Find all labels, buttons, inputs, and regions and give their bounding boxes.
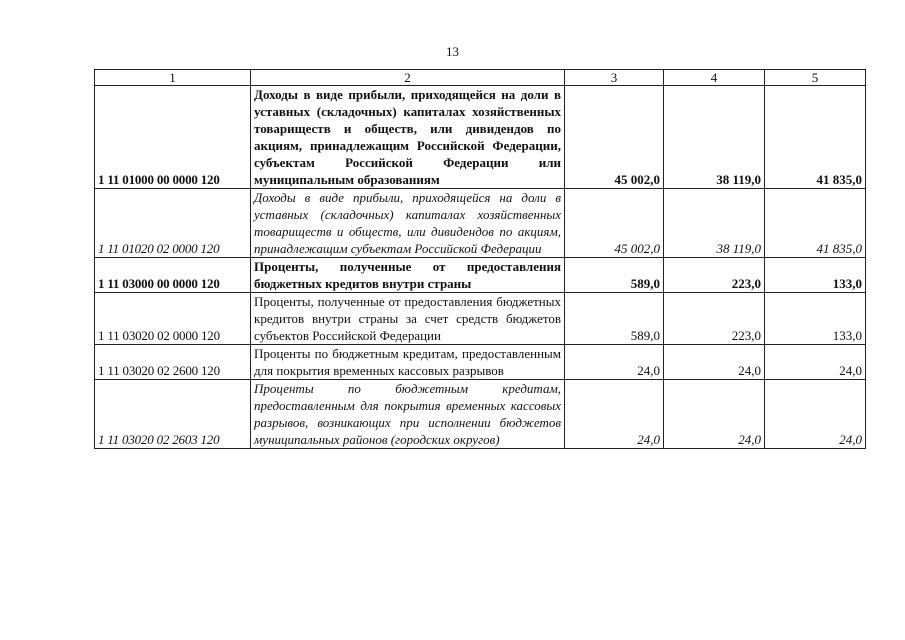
value-col3-cell: 24,0: [565, 345, 664, 380]
table-row: [95, 258, 866, 293]
table-row: [95, 86, 866, 189]
value-col3-cell: 24,0: [565, 380, 664, 449]
value-col3-cell: 45 002,0: [565, 189, 664, 258]
table-row: [95, 345, 866, 380]
value-col4-cell: 24,0: [664, 380, 765, 449]
column-header-4: 4: [664, 70, 765, 86]
page-number: 13: [446, 44, 459, 59]
column-header-3: 3: [565, 70, 664, 86]
budget-code-cell: 1 11 03020 02 0000 120: [95, 293, 251, 345]
revenue-name-cell: Проценты, полученные от предоставления бюджетных кредитов внутри страны за счет средств бюджетов субъектов Российской Федерации: [251, 293, 565, 345]
budget-code-cell: 1 11 03000 00 0000 120: [95, 258, 251, 293]
revenue-name-cell: Проценты по бюджетным кредитам, предоставленным для покрытия временных кассовых разрывов: [251, 345, 565, 380]
revenue-name-cell: Проценты по бюджетным кредитам, предоставленным для покрытия временных кассовых разрывов, возникающих при исполнении бюджетов муниципальных районов (городских округов): [251, 380, 565, 449]
budget-code-cell: 1 11 03020 02 2600 120: [95, 345, 251, 380]
value-col4-cell: 223,0: [664, 258, 765, 293]
column-header-5: 5: [765, 70, 866, 86]
column-header-2: 2: [251, 70, 565, 86]
value-col4-cell: 38 119,0: [664, 86, 765, 189]
value-col5-cell: 133,0: [765, 258, 866, 293]
budget-code-cell: 1 11 01020 02 0000 120: [95, 189, 251, 258]
value-col5-cell: 133,0: [765, 293, 866, 345]
value-col5-cell: 41 835,0: [765, 86, 866, 189]
revenue-name-cell: Доходы в виде прибыли, приходящейся на доли в уставных (складочных) капиталах хозяйственных товариществ и обществ, или дивидендов по акциям, принадлежащим субъектам Российской Федерации: [251, 189, 565, 258]
value-col4-cell: 38 119,0: [664, 189, 765, 258]
value-col5-cell: 41 835,0: [765, 189, 866, 258]
budget-code-cell: 1 11 03020 02 2603 120: [95, 380, 251, 449]
value-col5-cell: 24,0: [765, 380, 866, 449]
value-col3-cell: 45 002,0: [565, 86, 664, 189]
revenue-name-cell: Доходы в виде прибыли, приходящейся на доли в уставных (складочных) капиталах хозяйственных товариществ и обществ, или дивидендов по акциям, принадлежащим Российской Федерации, субъектам Российской Федерации или муниципальным образованиям: [251, 86, 565, 189]
value-col3-cell: 589,0: [565, 258, 664, 293]
value-col4-cell: 223,0: [664, 293, 765, 345]
table-header-row: [95, 70, 866, 86]
value-col5-cell: 24,0: [765, 345, 866, 380]
revenue-name-cell: Проценты, полученные от предоставления бюджетных кредитов внутри страны: [251, 258, 565, 293]
table-row: [95, 380, 866, 449]
budget-table: [94, 69, 866, 449]
column-header-1: 1: [95, 70, 251, 86]
table-row: [95, 189, 866, 258]
value-col4-cell: 24,0: [664, 345, 765, 380]
budget-code-cell: 1 11 01000 00 0000 120: [95, 86, 251, 189]
table-row: [95, 293, 866, 345]
value-col3-cell: 589,0: [565, 293, 664, 345]
